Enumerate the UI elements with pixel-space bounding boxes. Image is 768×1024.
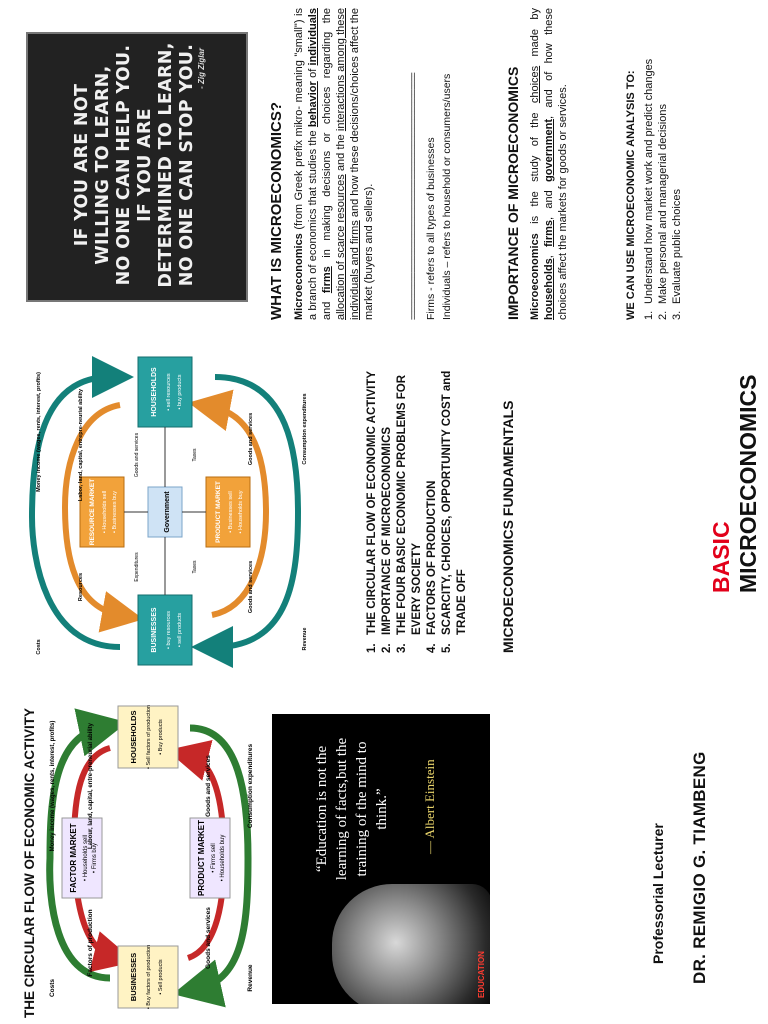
svg-text:Costs: Costs: [36, 639, 42, 655]
product-market-box-2: [206, 477, 250, 547]
poster-signature: - Zig Ziglar: [197, 48, 206, 89]
title-black: MICROECONOMICS: [735, 374, 761, 593]
column-definitions: [0, 0, 768, 342]
individuals-definition: Individuals – refers to household or consumers/users: [441, 73, 453, 320]
list-item: 1. THE CIRCULAR FLOW OF ECONOMIC ACTIVITY: [366, 370, 378, 653]
firms-definition: Firms - refers to all types of businesses: [425, 137, 437, 320]
list-item: 2. IMPORTANCE OF MICROECONOMICS: [381, 426, 393, 653]
use-list: [642, 20, 684, 320]
svg-text:Resources: Resources: [78, 572, 84, 602]
label-revenue: Revenue: [247, 964, 254, 992]
svg-text:• Buy products: • Buy products: [158, 719, 164, 755]
svg-text:Government: Government: [164, 491, 171, 533]
use-title: WE CAN USE MICROECONOMIC ANALYSIS TO:: [625, 70, 637, 320]
svg-text:Expenditures: Expenditures: [134, 552, 140, 582]
poster-text: IF YOU ARE NOT WILLING TO LEARN, NO ONE CAN HELP YOU. IF YOU ARE DETERMINED TO LEARN, NO ONE CAN STOP YOU.: [72, 42, 197, 288]
svg-text:Money income (wages, rents, in: Money income (wages, rents, interest, profits): [36, 372, 42, 492]
svg-text:PRODUCT MARKET: PRODUCT MARKET: [215, 481, 222, 543]
label-labour: Labour, land, capital, entre-preneurial ability: [88, 722, 94, 850]
title-red: BASIC: [708, 521, 734, 593]
svg-text:• Businesses sell: • Businesses sell: [228, 491, 234, 533]
list-item: 3. Evaluate public choices: [671, 189, 683, 320]
what-is-title: WHAT IS MICROECONOMICS?: [268, 101, 285, 320]
importance-paragraph: Microeconomics is the study of the choices made by households, firms, and government, and of how these choices affect the markets for goods or services.: [529, 8, 569, 320]
svg-text:• Households buy: • Households buy: [220, 834, 226, 882]
importance-title: IMPORTANCE OF MICROECONOMICS: [505, 66, 521, 320]
svg-text:BUSINESSES: BUSINESSES: [129, 952, 138, 1002]
svg-text:FACTOR MARKET: FACTOR MARKET: [69, 823, 78, 893]
svg-text:RESOURCE MARKET: RESOURCE MARKET: [89, 478, 96, 546]
fundamentals-title: MICROECONOMICS FUNDAMENTALS: [500, 400, 516, 653]
label-goods-services-left: Goods and services: [205, 907, 212, 969]
svg-text:• Firms sell: • Firms sell: [211, 843, 217, 873]
circular-flow-diagram-1: [40, 698, 255, 1018]
svg-text:HOUSEHOLDS: HOUSEHOLDS: [129, 710, 138, 764]
svg-text:BUSINESSES: BUSINESSES: [151, 607, 158, 653]
what-is-paragraph: Microeconomics (from Greek prefix mikro- meaning "small") is a branch of economics that studies the behavior of individuals and firms in making decisions or choices regarding the allocation of scarce resources and the interactions among these individuals and firms and how these decisions/choices affect the market (buyers and sellers).: [293, 8, 375, 320]
svg-text:HOUSEHOLDS: HOUSEHOLDS: [151, 367, 158, 417]
list-item: 1. Understand how market work and predict changes: [643, 58, 655, 320]
svg-text:Goods and services: Goods and services: [248, 412, 254, 466]
households-box: [118, 705, 178, 769]
ziglar-poster: [26, 32, 248, 302]
column-author: [0, 683, 768, 1024]
svg-text:• buy products: • buy products: [177, 374, 183, 410]
list-item: 4. FACTORS OF PRODUCTION: [426, 480, 438, 653]
author-role: Professorial Lecturer: [650, 823, 666, 964]
factor-market-box: [62, 818, 102, 898]
circular-flow-diagram-2: [20, 347, 310, 677]
svg-text:Goods and services: Goods and services: [248, 560, 254, 614]
list-item: 3. THE FOUR BASIC ECONOMIC PROBLEMS FOR EVERY SOCIETY: [396, 374, 423, 653]
list-item: 2. Make personal and managerial decisions: [657, 104, 669, 320]
label-consumption: Consumption expenditures: [247, 743, 254, 829]
einstein-tag: EDUCATION: [477, 951, 486, 998]
einstein-quote-image: [272, 714, 490, 1004]
resource-market-box: [80, 477, 124, 547]
label-goods-services-right: Goods and services: [205, 755, 212, 817]
svg-text:Revenue: Revenue: [302, 627, 308, 651]
einstein-attribution: — Albert Einstein: [422, 759, 437, 854]
government-box: [148, 487, 182, 537]
separator: ==========================================================: [408, 73, 418, 320]
svg-text:• Businesses buy: • Businesses buy: [112, 491, 118, 533]
households-box-2: [138, 357, 192, 427]
circular-flow-title: THE CIRCULAR FLOW OF ECONOMIC ACTIVITY: [22, 708, 37, 1018]
svg-text:• Firms buy: • Firms buy: [92, 842, 98, 874]
page-title: [708, 342, 762, 593]
einstein-quote-text: “Education is not the learning of facts,but the training of the mind to think.”: [314, 737, 390, 881]
svg-text:• Sell factors of production: • Sell factors of production: [146, 705, 152, 769]
author-name: DR. REMIGIO G. TIAMBENG: [690, 751, 709, 984]
svg-text:Labor, land, capital, entrepre: Labor, land, capital, entrepre-neurial ability: [78, 388, 84, 502]
list-item: 5. SCARCITY, CHOICES, OPPORTUNITY COST and TRADE OFF: [441, 370, 468, 653]
label-factors: Factors of production: [87, 909, 94, 977]
label-costs: Costs: [49, 978, 56, 998]
svg-text:• sell products: • sell products: [177, 612, 183, 648]
column-fundamentals: [0, 342, 768, 683]
svg-text:PRODUCT MARKET: PRODUCT MARKET: [197, 820, 206, 896]
svg-text:Consumption expenditures: Consumption expenditures: [302, 393, 308, 465]
fundamentals-list: [365, 353, 470, 653]
svg-text:• Households sell: • Households sell: [102, 490, 108, 534]
einstein-portrait: [332, 884, 490, 1004]
svg-text:• Households sell: • Households sell: [83, 834, 89, 882]
svg-text:• Sell products: • Sell products: [158, 959, 164, 995]
svg-text:• sell resources: • sell resources: [166, 373, 172, 411]
svg-text:Taxes: Taxes: [192, 448, 198, 462]
label-money-income: Money income (wages, rents, interest, profits): [50, 720, 56, 852]
svg-text:Goods and services: Goods and services: [134, 432, 140, 478]
product-market-box: [190, 818, 230, 898]
businesses-box: [118, 945, 178, 1009]
svg-text:• buy resources: • buy resources: [166, 611, 172, 649]
svg-text:• Households buy: • Households buy: [238, 490, 244, 534]
svg-text:• Buy factors of production: • Buy factors of production: [146, 944, 152, 1010]
businesses-box-2: [138, 595, 192, 665]
svg-text:Taxes: Taxes: [192, 560, 198, 574]
